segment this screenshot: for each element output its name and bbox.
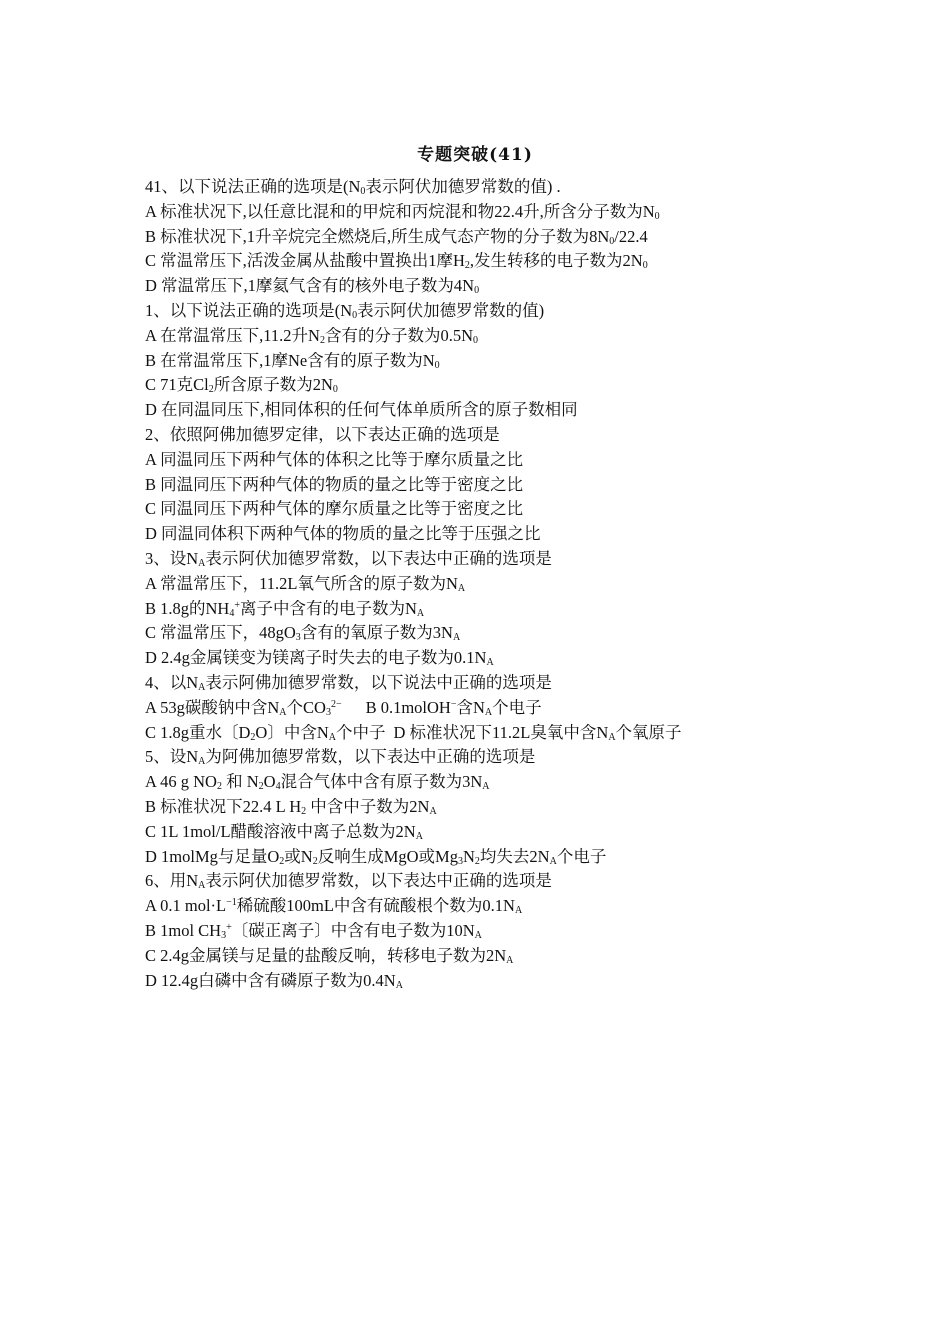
question-1-option-d: D 在同温同压下,相同体积的任何气体单质所含的原子数相同 bbox=[145, 400, 578, 420]
question-41-option-b: B 标准状况下,1升辛烷完全燃烧后,所生成气态产物的分子数为$8N_0/22.4$ bbox=[145, 226, 648, 247]
question-4-options-cd bbox=[145, 721, 845, 746]
question-6-option-b: B 1mol $CH_3^+$〔碳正离子〕中含有电子数为$10N_A$ bbox=[145, 920, 482, 941]
question-4-option-c: C 1.8g重水〔$D_2O$〕中含$N_A$个中子 bbox=[145, 722, 386, 743]
question-4-options-ab bbox=[145, 696, 845, 721]
question-4-option-d: D 标准状况下11.2L臭氧中含$N_A$个氧原子 bbox=[393, 722, 682, 743]
question-2-option-d: D 同温同体积下两种气体的物质的量之比等于压强之比 bbox=[145, 524, 541, 544]
question-6-option-d: D 12.4g白磷中含有磷原子数为$0.4N_A$ bbox=[145, 970, 403, 991]
question-4-option-a: A 53g碳酸钠中含$N_A$个$CO_3^{2-}$ bbox=[145, 697, 342, 718]
question-5-stem: 5、设$N_A$为阿佛加德罗常数，以下表达中正确的选项是 bbox=[145, 747, 536, 768]
question-41-option-c: C 常温常压下,活泼金属从盐酸中置换出1摩$H_2$,发生转移的电子数为$2N_0$ bbox=[145, 251, 648, 272]
question-2-option-c: C 同温同压下两种气体的摩尔质量之比等于密度之比 bbox=[145, 499, 524, 519]
question-1-option-c: C 71克$Cl_2$所含原子数为$2N_0$ bbox=[145, 375, 338, 396]
question-5-option-b: B 标准状况下22.4 L $H_2$ 中含中子数为$2N_A$ bbox=[145, 796, 437, 817]
page-title: 专题突破(41) bbox=[417, 145, 533, 165]
question-5-option-a: A 46 g $NO_2$ 和 $N_2O_4$混合气体中含有原子数为$3N_A$ bbox=[145, 772, 490, 793]
question-41-option-d: D 常温常压下,1摩氦气含有的核外电子数为$4N_0$ bbox=[145, 276, 480, 297]
question-2-option-b: B 同温同压下两种气体的物质的量之比等于密度之比 bbox=[145, 474, 524, 494]
question-2-stem: 2、依照阿佛加德罗定律，以下表达正确的选项是 bbox=[145, 424, 500, 444]
question-3-option-b: B 1.8g的$NH_4^+$离子中含有的电子数为$N_A$ bbox=[145, 598, 425, 619]
question-3-option-d: D 2.4g金属镁变为镁离子时失去的电子数为$0.1N_A$ bbox=[145, 648, 494, 669]
question-4-stem: 4、以$N_A$表示阿佛加德罗常数，以下说法中正确的选项是 bbox=[145, 672, 552, 693]
question-2-option-a: A 同温同压下两种气体的体积之比等于摩尔质量之比 bbox=[145, 449, 524, 469]
question-3-option-a: A 常温常压下，11.2L氧气所含的原子数为$N_A$ bbox=[145, 573, 466, 594]
question-41-stem: 41、以下说法正确的选项是($N_0$表示阿伏加德罗常数的值) . bbox=[145, 177, 561, 197]
question-41-option-a: A 标准状况下,以任意比混和的甲烷和丙烷混和物22.4升,所含分子数为$N_0$ bbox=[145, 201, 660, 222]
question-1-option-a: A 在常温常压下,11.2升$N_2$含有的分子数为$0.5N_0$ bbox=[145, 325, 478, 346]
question-1-stem: 1、以下说法正确的选项是($N_0$表示阿伏加德罗常数的值) bbox=[145, 300, 545, 321]
question-5-option-c: C 1L 1mol/L醋酸溶液中离子总数为$2N_A$ bbox=[145, 821, 423, 842]
question-1-option-b: B 在常温常压下,1摩Ne含有的原子数为$N_0$ bbox=[145, 350, 440, 371]
question-list bbox=[145, 175, 845, 993]
question-6-option-a: A 0.1 $mol\cdot L^{-1}$稀硫酸100mL中含有硫酸根个数为$0.1N_A$ bbox=[145, 896, 523, 917]
question-3-stem: 3、设$N_A$表示阿伏加德罗常数，以下表达中正确的选项是 bbox=[145, 548, 552, 569]
question-4-option-b: B 0.1molOH−含$N_A$个电子 bbox=[365, 697, 542, 718]
question-5-option-d: D 1molMg与足量$O_2$或$N_2$反响生成MgO或$Mg_3N_2$均失去$2N_A$个电子 bbox=[145, 846, 607, 867]
question-6-stem: 6、用$N_A$表示阿伏加德罗常数，以下表达中正确的选项是 bbox=[145, 871, 552, 892]
question-3-option-c: C 常温常压下，$48gO_3$含有的氧原子数为$3N_A$ bbox=[145, 623, 461, 644]
question-6-option-c: C 2.4g金属镁与足量的盐酸反响，转移电子数为$2N_A$ bbox=[145, 945, 514, 966]
